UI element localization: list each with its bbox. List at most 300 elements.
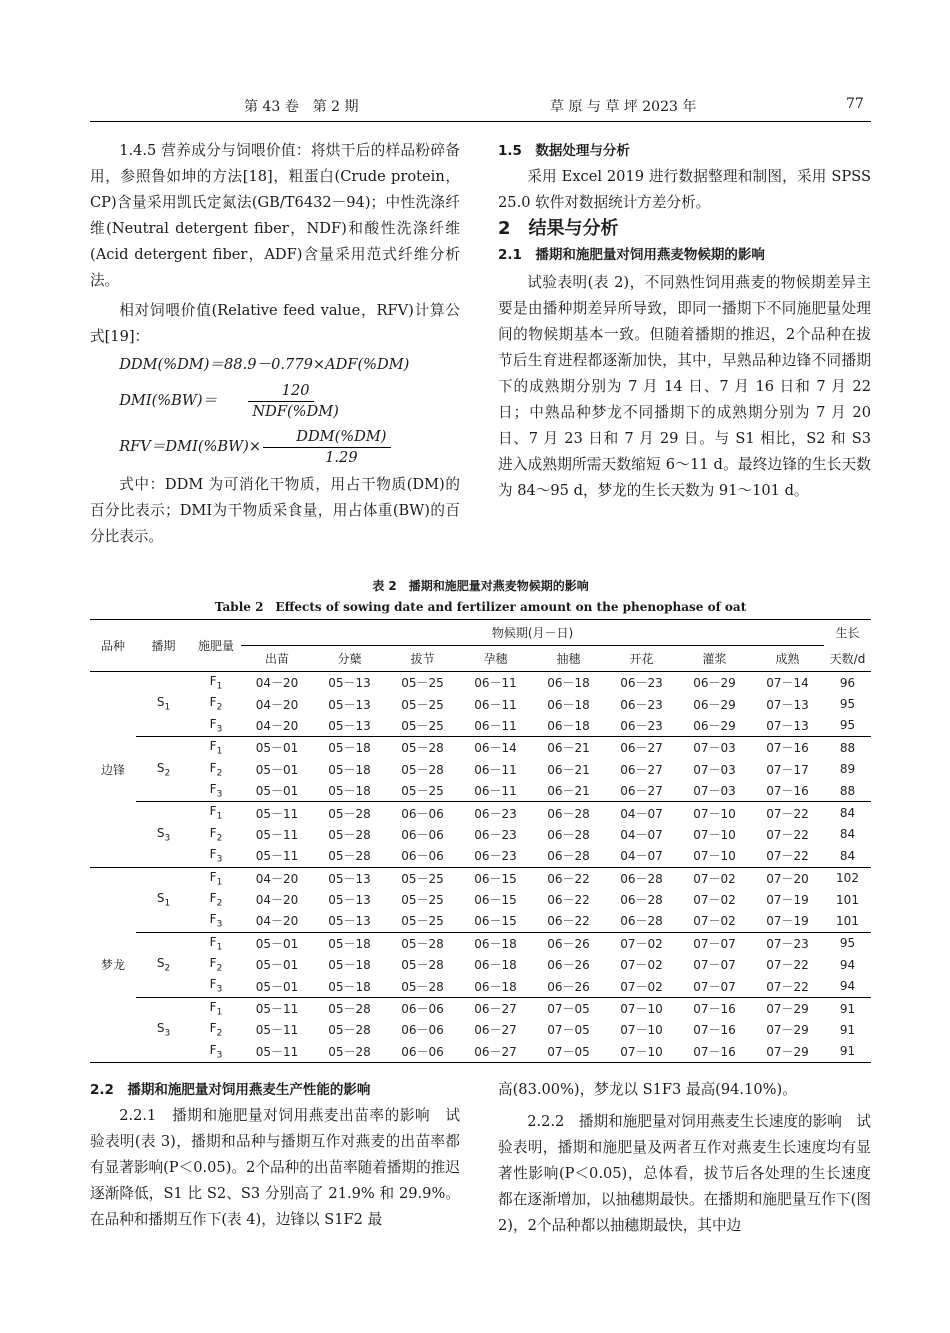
- bottom-left-column: [90, 1077, 460, 1233]
- cell-growth-days: 94: [824, 975, 871, 997]
- cell-date: 05－18: [328, 762, 371, 777]
- table-row: [90, 975, 871, 997]
- formula-dmi-numerator: 120: [248, 381, 313, 402]
- cell-date: 05－13: [328, 871, 371, 886]
- table-row: [90, 715, 871, 737]
- formula-dmi-left: DMI(%BW)＝: [119, 392, 218, 409]
- cell-date: 06－18: [459, 975, 532, 997]
- cell-sowing-date: [136, 672, 191, 737]
- formula-rfv-fraction: [263, 427, 390, 468]
- cell-fertilizer: [191, 824, 241, 845]
- cell-date: 05－13: [313, 910, 386, 932]
- table-caption-cn: 表 2 播期和施肥量对燕麦物候期的影响: [372, 579, 589, 593]
- cell-date: 07－05: [547, 1023, 590, 1038]
- cell-date: 04－20: [255, 871, 299, 886]
- cell-date: 06－15: [474, 871, 517, 886]
- cell-date: 07－10: [693, 827, 736, 842]
- cell-date: 07－22: [766, 958, 809, 973]
- table-row: [90, 824, 871, 845]
- cell-date: 05－25: [401, 871, 444, 886]
- fertilizer-index: 1: [216, 811, 223, 822]
- table-row: [90, 1041, 871, 1063]
- cell-fertilizer: [191, 954, 241, 975]
- formula-rfv-left: RFV＝DMI(%BW)×: [119, 438, 262, 455]
- fertilizer-index: 1: [216, 746, 223, 757]
- cell-date: 05－01: [255, 762, 299, 777]
- cell-date: 05－28: [313, 1041, 386, 1063]
- cell-date: 06－18: [532, 715, 605, 737]
- para-2-2-1-continued: 高(83.00%)，梦龙以 S1F3 最高(94.10%)。: [498, 1081, 797, 1098]
- cell-date: 07－14: [766, 676, 809, 691]
- cell-date: 06－28: [547, 827, 590, 842]
- sowing-letter: S: [156, 825, 165, 840]
- cell-date: 06－11: [474, 762, 517, 777]
- cell-fertilizer: [191, 780, 241, 802]
- cell-date: 05－25: [386, 780, 459, 802]
- cell-date: 07－02: [693, 893, 736, 908]
- cell-date: 06－21: [532, 780, 605, 802]
- cell-date: 05－01: [255, 936, 299, 951]
- cell-date: 05－11: [241, 845, 313, 867]
- cell-date: 05－13: [313, 715, 386, 737]
- cell-date: 05－25: [401, 676, 444, 691]
- fertilizer-index: 3: [216, 984, 223, 995]
- fertilizer-letter: F: [209, 1021, 217, 1036]
- fertilizer-letter: F: [209, 804, 217, 819]
- cell-date: 05－25: [386, 715, 459, 737]
- fertilizer-index: 3: [216, 1050, 223, 1061]
- cell-fertilizer: [191, 693, 241, 714]
- table-row: [90, 845, 871, 867]
- heading-2-2: 2.2 播期和施肥量对饲用燕麦生产性能的影响: [90, 1082, 371, 1098]
- fertilizer-letter: F: [209, 847, 217, 862]
- cell-date: 06－28: [532, 845, 605, 867]
- cell-date: 05－28: [401, 741, 444, 756]
- cell-sowing-date: [136, 737, 191, 802]
- formula-rfv: [90, 424, 460, 470]
- cell-fertilizer: [191, 997, 241, 1019]
- cell-date: 06－23: [459, 845, 532, 867]
- cell-growth-days: 91: [839, 1001, 856, 1016]
- cell-growth-days: 88: [824, 780, 871, 802]
- cell-date: 07－10: [605, 1041, 678, 1063]
- cell-date: 06－27: [620, 762, 663, 777]
- cell-date: 06－29: [678, 715, 751, 737]
- para-1-4-5: 1.4.5 营养成分与饲喂价值：将烘干后的样品粉碎备用，参照鲁如坤的方法[18]，粗蛋白(Crude protein，CP)含量采用凯氏定氮法(GB/T6432－94)；中性洗涤纤维(Neutral detergent fiber，NDF)和酸性洗涤纤维(Acid detergent fiber，ADF)含量采用范式纤维分析法。: [90, 142, 460, 289]
- header-rule: [90, 121, 871, 122]
- cell-date: 07－13: [766, 697, 809, 712]
- cell-date: 05－28: [401, 958, 444, 973]
- fertilizer-letter: F: [209, 956, 217, 971]
- cell-date: 07－07: [693, 936, 736, 951]
- cell-fertilizer: [191, 975, 241, 997]
- cell-date: 07－22: [751, 845, 824, 867]
- cell-date: 04－07: [620, 827, 663, 842]
- fertilizer-index: 2: [216, 833, 223, 844]
- sowing-letter: S: [156, 760, 165, 775]
- cell-date: 06－27: [605, 780, 678, 802]
- fertilizer-index: 1: [216, 1007, 223, 1018]
- cell-date: 06－11: [459, 780, 532, 802]
- table-row: [90, 759, 871, 780]
- cell-date: 05－18: [313, 975, 386, 997]
- running-header-journal: 草 原 与 草 坪 2023 年: [550, 99, 697, 115]
- cell-growth-days: 94: [839, 957, 856, 972]
- cell-date: 07－02: [620, 958, 663, 973]
- header-stage: 灌浆: [678, 646, 751, 672]
- cell-date: 05－11: [255, 806, 299, 821]
- cell-date: 05－28: [401, 762, 444, 777]
- cell-date: 07－29: [766, 1023, 809, 1038]
- cell-fertilizer: [191, 802, 241, 824]
- cell-growth-days: 102: [836, 871, 859, 886]
- table-row: [90, 932, 871, 954]
- cell-growth-days: 96: [839, 675, 856, 690]
- cell-date: 07－07: [693, 958, 736, 973]
- cell-date: 05－25: [401, 893, 444, 908]
- fertilizer-index: 3: [216, 854, 223, 865]
- fertilizer-index: 2: [216, 963, 223, 974]
- cell-date: 06－22: [547, 871, 590, 886]
- cell-date: 05－18: [328, 741, 371, 756]
- cell-growth-days: 91: [824, 1041, 871, 1063]
- fertilizer-letter: F: [209, 934, 217, 949]
- para-rfv-intro: 相对饲喂价值(Relative feed value，RFV)计算公式[19]：: [90, 302, 460, 345]
- cell-date: 05－13: [328, 697, 371, 712]
- para-2-1: 试验表明(表 2)，不同熟性饲用燕麦的物候期差异主要是由播种期差异所导致，即同一播期下不同施肥量处理间的物候期基本一致。但随着播期的推迟，2个品种在拔节后生育进程都逐渐加快，其中，早熟品种边锋不同播期下的成熟期分别为 7 月 14 日、7 月 16 日和 7 月 22 日；中熟品种梦龙不同播期下的成熟期分别为 7 月 20 日、7 月 23 日和 7 月 29 日。与 S1 相比，S2 和 S3 进入成熟期所需天数缩短 6～11 d。最终边锋的生长天数为 84～95 d，梦龙的生长天数为 91～101 d。: [498, 274, 871, 499]
- para-2-2-2: 2.2.2 播期和施肥量对饲用燕麦生长速度的影响 试验表明，播期和施肥量及两者互作对燕麦生长速度均有显著性影响(P＜0.05)，总体看，拔节后各处理的生长速度都在逐渐增加，以抽穗期最快。在播期和施肥量互作下(图 2)，2个品种都以抽穗期最快，其中边: [498, 1113, 871, 1234]
- fertilizer-index: 2: [216, 767, 223, 778]
- sowing-index: 2: [164, 767, 171, 778]
- cell-date: 06－06: [401, 806, 444, 821]
- cell-date: 06－06: [386, 1041, 459, 1063]
- cell-date: 06－11: [459, 715, 532, 737]
- cell-fertilizer: [191, 1019, 241, 1040]
- cell-date: 07－05: [547, 1002, 590, 1017]
- cell-growth-days: 89: [839, 762, 856, 777]
- heading-1-5: 1.5 数据处理与分析: [498, 143, 630, 159]
- cell-sowing-date: [136, 802, 191, 867]
- formula-rfv-numerator: DDM(%DM): [263, 427, 390, 448]
- table-row: [90, 693, 871, 714]
- fertilizer-letter: F: [209, 825, 217, 840]
- para-formula-notes: 式中：DDM 为可消化干物质，用占干物质(DM)的百分比表示；DMI为干物质采食量，用占体重(BW)的百分比表示。: [90, 476, 460, 545]
- cell-growth-days: 88: [839, 740, 856, 755]
- fertilizer-index: 1: [216, 681, 223, 692]
- cell-fertilizer: [191, 889, 241, 910]
- cell-fertilizer: [191, 672, 241, 694]
- fertilizer-index: 3: [216, 724, 223, 735]
- header-phenophase: 物候期(月－日): [241, 620, 824, 646]
- fertilizer-letter: F: [209, 977, 217, 992]
- cell-date: 06－28: [620, 893, 663, 908]
- cell-sowing-date: [136, 932, 191, 997]
- fertilizer-letter: F: [209, 912, 217, 927]
- cell-fertilizer: [191, 715, 241, 737]
- formula-dmi-fraction: [219, 381, 343, 422]
- cell-date: 05－28: [313, 845, 386, 867]
- cell-date: 06－27: [459, 1041, 532, 1063]
- cell-sowing-date: [136, 997, 191, 1062]
- cell-date: 05－18: [328, 958, 371, 973]
- cell-date: 06－23: [474, 827, 517, 842]
- header-variety: 品种: [90, 620, 136, 672]
- cell-date: 06－21: [547, 762, 590, 777]
- cell-date: 07－23: [766, 936, 809, 951]
- cell-growth-days: 84: [839, 827, 856, 842]
- cell-growth-days: 95: [839, 936, 856, 951]
- cell-date: 07－16: [693, 1023, 736, 1038]
- fertilizer-index: 2: [216, 898, 223, 909]
- header-stage: 拔节: [386, 646, 459, 672]
- cell-date: 05－11: [255, 827, 299, 842]
- header-stage: 出苗: [241, 646, 313, 672]
- cell-date: 06－18: [474, 936, 517, 951]
- cell-date: 05－01: [255, 741, 299, 756]
- fertilizer-letter: F: [209, 999, 217, 1014]
- cell-fertilizer: [191, 845, 241, 867]
- cell-date: 07－03: [693, 762, 736, 777]
- table-body: [90, 672, 871, 1063]
- cell-variety: 梦龙: [90, 867, 136, 1063]
- bottom-right-column: [498, 1077, 871, 1239]
- cell-date: 07－16: [751, 780, 824, 802]
- cell-date: 07－02: [693, 871, 736, 886]
- cell-date: 05－28: [328, 827, 371, 842]
- cell-date: 07－03: [693, 741, 736, 756]
- cell-date: 07－16: [693, 1002, 736, 1017]
- cell-fertilizer: [191, 867, 241, 889]
- sowing-index: 3: [164, 1028, 171, 1039]
- fertilizer-letter: F: [209, 869, 217, 884]
- header-fertilizer: 施肥量: [191, 620, 241, 672]
- header-growth-days-line2: 天数/d: [824, 646, 871, 672]
- header-stage: 分蘖: [313, 646, 386, 672]
- cell-date: 04－07: [620, 806, 663, 821]
- cell-date: 06－28: [547, 806, 590, 821]
- header-sowing-date: 播期: [136, 620, 191, 672]
- cell-variety: 边锋: [90, 672, 136, 868]
- cell-date: 06－23: [620, 676, 663, 691]
- para-2-2-1: 2.2.1 播期和施肥量对饲用燕麦出苗率的影响 试验表明(表 3)，播期和品种与播期互作对燕麦的出苗率都有显著影响(P＜0.05)。2个品种的出苗率随着播期的推迟逐渐降低，S1 比 S2、S3 分别高了 21.9% 和 29.9%。在品种和播期互作下(表 4)，边锋以 S1F2 最: [90, 1107, 460, 1228]
- cell-date: 06－11: [474, 676, 517, 691]
- cell-sowing-date: [136, 867, 191, 932]
- cell-growth-days: 101: [824, 910, 871, 932]
- cell-date: 07－22: [766, 806, 809, 821]
- cell-date: 07－16: [766, 741, 809, 756]
- sowing-letter: S: [156, 1021, 165, 1036]
- cell-date: 05－25: [401, 697, 444, 712]
- cell-date: 06－26: [547, 936, 590, 951]
- cell-date: 07－10: [693, 806, 736, 821]
- cell-date: 06－06: [401, 827, 444, 842]
- cell-date: 06－18: [547, 676, 590, 691]
- fertilizer-index: 2: [216, 1028, 223, 1039]
- cell-date: 06－27: [620, 741, 663, 756]
- cell-date: 07－29: [751, 1041, 824, 1063]
- cell-growth-days: 95: [839, 697, 856, 712]
- table-row: [90, 889, 871, 910]
- sowing-index: 3: [164, 833, 171, 844]
- cell-date: 05－25: [386, 910, 459, 932]
- cell-date: 05－28: [328, 806, 371, 821]
- cell-growth-days: 84: [839, 806, 856, 821]
- sowing-letter: S: [156, 956, 165, 971]
- cell-date: 06－15: [474, 893, 517, 908]
- sowing-index: 1: [164, 898, 171, 909]
- cell-date: 07－10: [620, 1023, 663, 1038]
- header-stage: 成熟: [751, 646, 824, 672]
- cell-date: 04－07: [605, 845, 678, 867]
- cell-date: 07－03: [678, 780, 751, 802]
- formula-rfv-denominator: 1.29: [325, 448, 358, 466]
- cell-date: 07－19: [766, 893, 809, 908]
- cell-date: 06－27: [474, 1002, 517, 1017]
- cell-date: 07－17: [766, 762, 809, 777]
- fertilizer-letter: F: [209, 739, 217, 754]
- cell-date: 07－13: [751, 715, 824, 737]
- sowing-letter: S: [156, 890, 165, 905]
- heading-2: 2 结果与分析: [498, 218, 619, 239]
- cell-date: 04－20: [241, 910, 313, 932]
- left-column: [90, 138, 460, 550]
- formula-dmi: [90, 378, 460, 424]
- fertilizer-letter: F: [209, 674, 217, 688]
- cell-date: 05－01: [241, 780, 313, 802]
- fertilizer-letter: F: [209, 781, 217, 796]
- cell-date: 07－16: [678, 1041, 751, 1063]
- cell-date: 07－02: [605, 975, 678, 997]
- cell-date: 06－11: [474, 697, 517, 712]
- fertilizer-index: 3: [216, 919, 223, 930]
- cell-date: 04－20: [255, 676, 299, 691]
- cell-date: 04－20: [241, 715, 313, 737]
- cell-date: 06－22: [547, 893, 590, 908]
- cell-date: 05－11: [255, 1002, 299, 1017]
- cell-date: 07－02: [620, 936, 663, 951]
- fertilizer-index: 3: [216, 789, 223, 800]
- cell-date: 05－13: [328, 893, 371, 908]
- table-row: [90, 737, 871, 759]
- cell-date: 06－28: [620, 871, 663, 886]
- cell-date: 06－15: [459, 910, 532, 932]
- cell-growth-days: 91: [839, 1022, 856, 1037]
- table-row: [90, 802, 871, 824]
- cell-date: 04－20: [255, 893, 299, 908]
- table-row: [90, 867, 871, 889]
- cell-date: 05－01: [255, 958, 299, 973]
- cell-date: 06－23: [605, 715, 678, 737]
- cell-date: 06－29: [693, 697, 736, 712]
- cell-date: 05－28: [401, 936, 444, 951]
- formula-ddm: DDM(%DM)＝88.9－0.779×ADF(%DM): [119, 356, 410, 373]
- cell-date: 05－18: [328, 936, 371, 951]
- cell-date: 06－06: [401, 1002, 444, 1017]
- running-header-volume: 第 43 卷 第 2 期: [244, 99, 359, 115]
- table-row: [90, 910, 871, 932]
- table-row: [90, 672, 871, 694]
- cell-date: 05－28: [328, 1023, 371, 1038]
- cell-date: 06－14: [474, 741, 517, 756]
- heading-2-1: 2.1 播期和施肥量对饲用燕麦物候期的影响: [498, 247, 765, 263]
- cell-date: 06－29: [693, 676, 736, 691]
- fertilizer-letter: F: [209, 1042, 217, 1057]
- cell-date: 06－18: [547, 697, 590, 712]
- fertilizer-index: 1: [216, 876, 223, 887]
- table-caption-en: Table 2 Effects of sowing date and fertilizer amount on the phenophase of oat: [214, 600, 747, 614]
- cell-date: 07－29: [766, 1002, 809, 1017]
- cell-growth-days: 101: [836, 892, 859, 907]
- cell-growth-days: 95: [824, 715, 871, 737]
- header-stage: 孕穗: [459, 646, 532, 672]
- cell-date: 07－22: [751, 975, 824, 997]
- cell-date: 07－07: [678, 975, 751, 997]
- fertilizer-letter: F: [209, 695, 217, 710]
- page-number: 77: [846, 96, 864, 112]
- table-row: [90, 954, 871, 975]
- cell-date: 06－28: [605, 910, 678, 932]
- cell-date: 06－26: [547, 958, 590, 973]
- cell-fertilizer: [191, 910, 241, 932]
- cell-date: 05－11: [241, 1041, 313, 1063]
- cell-fertilizer: [191, 1041, 241, 1063]
- cell-date: 06－27: [474, 1023, 517, 1038]
- cell-date: 06－22: [532, 910, 605, 932]
- phenophase-table: [90, 619, 871, 1063]
- cell-date: 05－01: [241, 975, 313, 997]
- sowing-index: 1: [164, 702, 171, 713]
- header-growth-days-line1: 生长: [824, 620, 871, 646]
- right-column: [498, 138, 871, 504]
- cell-date: 07－19: [751, 910, 824, 932]
- cell-fertilizer: [191, 759, 241, 780]
- fertilizer-index: 2: [216, 702, 223, 713]
- para-1-5: 采用 Excel 2019 进行数据整理和制图，采用 SPSS 25.0 软件对数据统计方差分析。: [498, 168, 871, 211]
- formula-dmi-denominator: NDF(%DM): [252, 402, 339, 420]
- fertilizer-letter: F: [209, 760, 217, 775]
- header-stage: 开花: [605, 646, 678, 672]
- cell-date: 06－21: [547, 741, 590, 756]
- cell-date: 05－18: [313, 780, 386, 802]
- cell-date: 05－28: [328, 1002, 371, 1017]
- cell-date: 04－20: [255, 697, 299, 712]
- table-row: [90, 1019, 871, 1040]
- cell-date: 06－23: [620, 697, 663, 712]
- cell-date: 07－02: [678, 910, 751, 932]
- cell-date: 07－22: [766, 827, 809, 842]
- cell-date: 06－06: [386, 845, 459, 867]
- cell-date: 06－06: [401, 1023, 444, 1038]
- header-stage: 抽穗: [532, 646, 605, 672]
- fertilizer-letter: F: [209, 716, 217, 731]
- sowing-index: 2: [164, 963, 171, 974]
- sowing-letter: S: [156, 695, 165, 710]
- cell-date: 07－10: [678, 845, 751, 867]
- cell-date: 06－23: [474, 806, 517, 821]
- cell-date: 06－18: [474, 958, 517, 973]
- cell-date: 07－20: [766, 871, 809, 886]
- cell-date: 05－13: [328, 676, 371, 691]
- table-row: [90, 780, 871, 802]
- cell-date: 07－10: [620, 1002, 663, 1017]
- fertilizer-index: 1: [216, 942, 223, 953]
- cell-growth-days: 84: [824, 845, 871, 867]
- cell-date: 05－28: [386, 975, 459, 997]
- table-row: [90, 997, 871, 1019]
- fertilizer-letter: F: [209, 890, 217, 905]
- cell-date: 05－11: [255, 1023, 299, 1038]
- cell-date: 07－05: [532, 1041, 605, 1063]
